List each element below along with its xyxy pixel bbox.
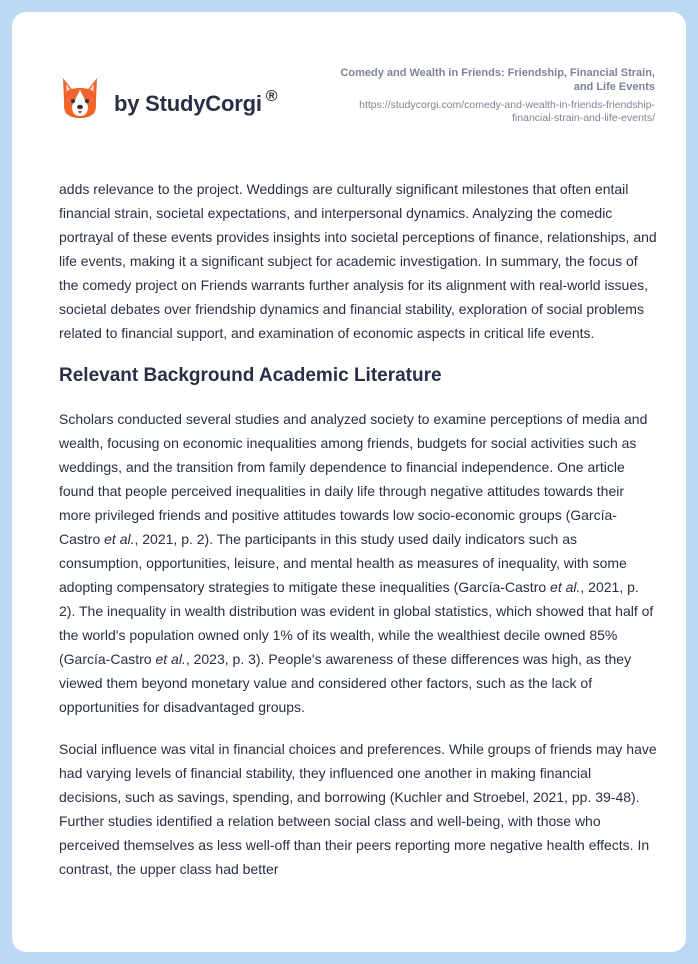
- paragraph-text: Scholars conducted several studies and analyzed society to examine perceptions of media and wealth, focusing on economic inequalities among friends, budgets for social activities such as weddings, and the transition from family dependence to financial independence. One article found that people perceived inequalities in daily life through negative attitudes towards their more privileged friends and positive attitudes towards low socio-economic groups (García-Castro: [59, 411, 648, 547]
- studycorgi-logo[interactable]: [60, 76, 277, 122]
- section-heading: Relevant Background Academic Literature: [59, 365, 442, 386]
- document-page: [12, 12, 686, 952]
- citation-et-al: et al.: [104, 531, 135, 547]
- document-url[interactable]: https://studycorgi.com/comedy-and-wealth-in-friends-friendship-financial-strain-and-life-events/: [359, 99, 655, 124]
- brand-text: by StudyCorgi: [114, 90, 262, 116]
- document-info: [325, 66, 655, 125]
- body-paragraph: adds relevance to the project. Weddings are culturally significant milestones that often entail financial strain, societal expectations, and interpersonal dynamics. Analyzing the comedic portrayal of these events provides insights into societal perceptions of finance, relationships, and life events, making it a significant subject for academic investigation. In summary, the focus of the comedy project on Friends warrants further analysis for its alignment with real-world issues, societal debates over friendship dynamics and financial stability, exploration of social problems related to financial support, and examination of economic aspects in critical life events.: [59, 181, 657, 341]
- corgi-logo-icon: [60, 76, 100, 122]
- citation-et-al: et al.: [550, 579, 581, 595]
- body-paragraph: [59, 407, 657, 719]
- document-body: [59, 177, 657, 881]
- brand-name: [114, 88, 277, 117]
- paragraph-text: , 2021, p. 2). The inequality in wealth distribution was evident in global statistics, which showed that half of the world's population owned only 1% of its wealth, while the wealthiest decile owned 85% (García-Castro: [59, 579, 654, 667]
- document-title: Comedy and Wealth in Friends: Friendship, Financial Strain, and Life Events: [340, 67, 655, 93]
- citation-et-al: et al.: [155, 651, 186, 667]
- registered-mark: ®: [265, 87, 278, 105]
- paragraph-text: , 2023, p. 3). People's awareness of these differences was high, as they viewed them beyond monetary value and considered other factors, such as the lack of opportunities for disadvantaged groups.: [59, 651, 632, 715]
- paragraph-text: , 2021, p. 2). The participants in this study used daily indicators such as consumption, opportunities, leisure, and mental health as measures of inequality, with some adopting compensatory strategies to mitigate these inequalities (García-Castro: [59, 531, 627, 595]
- body-paragraph: Social influence was vital in financial choices and preferences. While groups of friends may have had varying levels of financial stability, they influenced one another in making financial decisions, such as savings, spending, and borrowing (Kuchler and Stroebel, 2021, pp. 39-48). Further studies identified a relation between social class and well-being, with those who perceived themselves as less well-off than their peers reporting more negative health effects. In contrast, the upper class had better: [59, 741, 657, 877]
- page-header: [12, 12, 686, 162]
